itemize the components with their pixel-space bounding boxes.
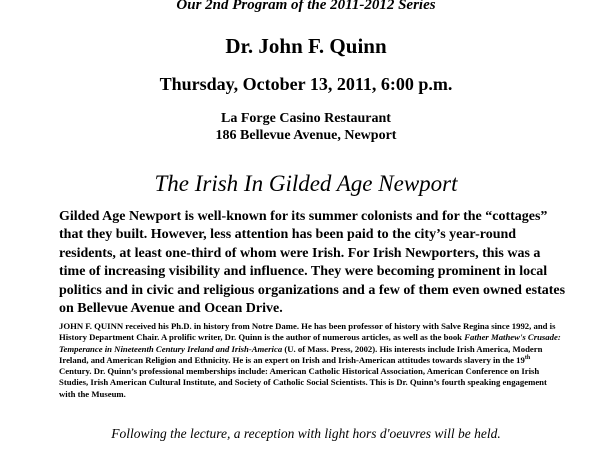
lecture-title: The Irish In Gilded Age Newport bbox=[154, 171, 458, 196]
book-title: Father Mathew's Crusade: Temperance in Nineteenth Century Ireland and Irish-America bbox=[59, 332, 561, 354]
reception-note: Following the lecture, a reception with light hors d'oeuvres will be held. bbox=[111, 426, 501, 441]
speaker-bio bbox=[59, 321, 563, 400]
speaker-name: Dr. John F. Quinn bbox=[225, 34, 387, 58]
bio-text-part-1: JOHN F. QUINN received his Ph.D. in history from Notre Dame. He has been professor of history with Salve Regina since 1992, and is History Department Chair. A prolific writer, Dr. Quinn is the author of numerous articles, as well as the book bbox=[59, 321, 556, 343]
ordinal-superscript: th bbox=[524, 355, 531, 361]
venue-address: 186 Bellevue Avenue, Newport bbox=[215, 128, 397, 143]
venue-name: La Forge Casino Restaurant bbox=[221, 111, 391, 126]
series-heading: Our 2nd Program of the 2011-2012 Series bbox=[176, 0, 436, 13]
lecture-abstract: Gilded Age Newport is well-known for its summer colonists and for the “cottages” that they built. However, less attention has been paid to the city’s year-round residents, at least one-third of whom were Irish. For Irish Newporters, this was a time of increasing visibility and influence. They were becoming prominent in local politics and in civic and religious organizations and a few of them even owned estates on Bellevue Avenue and Ocean Drive. bbox=[59, 209, 566, 317]
bio-text-part-3: Century. Dr. Quinn’s professional memberships include: American Catholic Historical Association, American Conference on Irish Studies, Irish American Cultural Institute, and Society of Catholic Social Scientists. This is Dr. Quinn’s fourth speaking engagement with the Museum. bbox=[59, 366, 547, 399]
bio-text-part-2: (U. of Mass. Press, 2002). His interests include Irish America, Modern Ireland, and American Religion and Ethnicity. He is an expert on Irish and Irish-American attitudes towards slavery in the 19 bbox=[59, 343, 543, 365]
event-datetime: Thursday, October 13, 2011, 6:00 p.m. bbox=[159, 74, 453, 94]
